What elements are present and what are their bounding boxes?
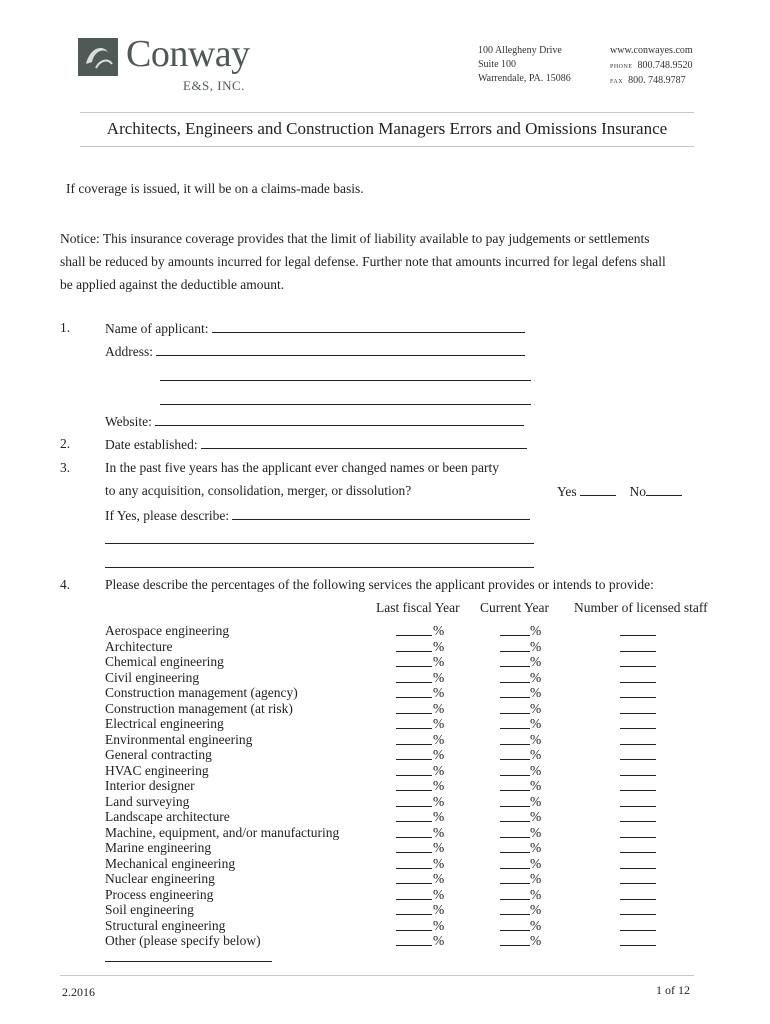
- percent-sign: %: [530, 917, 542, 933]
- table-row: [0, 747, 770, 763]
- current-year-pct-input[interactable]: [500, 778, 530, 791]
- percent-sign: %: [433, 731, 445, 747]
- service-label: Mechanical engineering: [105, 855, 236, 871]
- footer-version: 2.2016: [62, 985, 95, 999]
- question-number: 3.: [60, 460, 71, 475]
- table-row: [0, 825, 770, 841]
- current-year-pct-input[interactable]: [500, 918, 530, 931]
- table-row: [0, 623, 770, 639]
- last-year-pct-input[interactable]: [396, 701, 432, 714]
- table-row: [0, 654, 770, 670]
- service-label: Soil engineering: [105, 902, 194, 917]
- current-year-pct-input[interactable]: [500, 763, 530, 776]
- service-label: Marine engineering: [105, 840, 212, 855]
- address-line: 100 Allegheny Drive: [478, 45, 562, 56]
- describe-label: If Yes, please describe:: [105, 508, 230, 523]
- fax-label: fax: [610, 75, 624, 85]
- col-header-current-year: Current Year: [480, 600, 549, 615]
- col-header-last-year: Last fiscal Year: [376, 600, 460, 615]
- percent-sign: %: [530, 731, 542, 747]
- question-3-line1: In the past five years has the applicant ever changed names or been party: [105, 460, 499, 475]
- company-name: Conway: [126, 33, 250, 75]
- licensed-staff-input[interactable]: [620, 623, 656, 636]
- table-row: [0, 732, 770, 748]
- name-input[interactable]: [212, 320, 525, 333]
- last-year-pct-input[interactable]: [396, 887, 432, 900]
- percent-sign: %: [433, 747, 445, 762]
- phone-line: [610, 58, 693, 73]
- service-label: Nuclear engineering: [105, 871, 215, 886]
- question-3-line2: to any acquisition, consolidation, merger, or dissolution?: [105, 483, 412, 498]
- table-row: [0, 794, 770, 810]
- percent-sign: %: [530, 762, 542, 778]
- licensed-staff-input[interactable]: [620, 933, 656, 946]
- table-row: [0, 763, 770, 779]
- table-row: [0, 639, 770, 655]
- licensed-staff-input[interactable]: [620, 747, 656, 760]
- percent-sign: %: [433, 623, 445, 638]
- last-year-pct-input[interactable]: [396, 902, 432, 915]
- address-line: Warrendale, PA. 15086: [478, 73, 571, 84]
- company-subtitle: E&S, INC.: [183, 78, 245, 93]
- percent-sign: %: [530, 871, 542, 886]
- licensed-staff-input[interactable]: [620, 856, 656, 869]
- licensed-staff-input[interactable]: [620, 809, 656, 822]
- current-year-pct-input[interactable]: [500, 856, 530, 869]
- licensed-staff-input[interactable]: [620, 918, 656, 931]
- percent-sign: %: [530, 669, 542, 685]
- last-year-pct-input[interactable]: [396, 685, 432, 698]
- service-label: Construction management (at risk): [105, 700, 293, 716]
- current-year-pct-input[interactable]: [500, 933, 530, 946]
- question-number: 1.: [60, 320, 71, 335]
- describe-input[interactable]: [232, 507, 530, 520]
- percent-sign: %: [433, 840, 445, 855]
- page-title: Architects, Engineers and Construction Managers Errors and Omissions Insurance: [106, 119, 668, 138]
- licensed-staff-input[interactable]: [620, 778, 656, 791]
- percent-sign: %: [433, 716, 445, 731]
- last-year-pct-input[interactable]: [396, 825, 432, 838]
- licensed-staff-input[interactable]: [620, 670, 656, 683]
- current-year-pct-input[interactable]: [500, 902, 530, 915]
- licensed-staff-input[interactable]: [620, 825, 656, 838]
- fax-number: 800. 748.9787: [628, 75, 686, 86]
- licensed-staff-input[interactable]: [620, 871, 656, 884]
- website-field-row: [105, 413, 524, 430]
- fax-line: [610, 73, 693, 88]
- current-year-pct-input[interactable]: [500, 716, 530, 729]
- percent-sign: %: [530, 933, 542, 948]
- table-row: [0, 871, 770, 887]
- address-label: Address:: [105, 344, 153, 359]
- percent-sign: %: [433, 902, 445, 917]
- question-4-prompt: Please describe the percentages of the following services the applicant provides or intends to provide:: [105, 577, 654, 592]
- percent-sign: %: [433, 669, 445, 685]
- licensed-staff-input[interactable]: [620, 732, 656, 745]
- notice-line: Notice: This insurance coverage provides that the limit of liability available to pay judgements or settlements: [60, 231, 650, 246]
- describe-field-row: [105, 507, 530, 524]
- phone-number: 800.748.9520: [637, 60, 693, 71]
- current-year-pct-input[interactable]: [500, 825, 530, 838]
- last-year-pct-input[interactable]: [396, 732, 432, 745]
- percent-sign: %: [433, 855, 445, 871]
- licensed-staff-input[interactable]: [620, 716, 656, 729]
- licensed-staff-input[interactable]: [620, 763, 656, 776]
- percent-sign: %: [530, 700, 542, 716]
- last-year-pct-input[interactable]: [396, 933, 432, 946]
- date-field-row: [105, 436, 527, 453]
- service-label: Land surveying: [105, 793, 190, 809]
- percent-sign: %: [530, 809, 542, 824]
- service-label: Environmental engineering: [105, 731, 253, 747]
- footer-divider: [60, 975, 694, 976]
- percent-sign: %: [433, 933, 445, 948]
- last-year-pct-input[interactable]: [396, 716, 432, 729]
- licensed-staff-input[interactable]: [620, 654, 656, 667]
- last-year-pct-input[interactable]: [396, 778, 432, 791]
- other-specify-input[interactable]: [105, 951, 272, 962]
- percent-sign: %: [530, 886, 542, 902]
- last-year-pct-input[interactable]: [396, 856, 432, 869]
- percent-sign: %: [433, 917, 445, 933]
- table-row: [0, 778, 770, 794]
- current-year-pct-input[interactable]: [500, 639, 530, 652]
- service-label: Civil engineering: [105, 669, 200, 685]
- last-year-pct-input[interactable]: [396, 747, 432, 760]
- website-label: Website:: [105, 414, 152, 429]
- name-label: Name of applicant:: [105, 321, 209, 336]
- percent-sign: %: [530, 840, 542, 855]
- address-input[interactable]: [156, 343, 525, 356]
- service-label: Landscape architecture: [105, 809, 230, 824]
- question-number: 4.: [60, 577, 71, 592]
- address-line: Suite 100: [478, 59, 517, 70]
- percent-sign: %: [433, 793, 445, 809]
- percent-sign: %: [433, 824, 445, 840]
- current-year-pct-input[interactable]: [500, 623, 530, 636]
- last-year-pct-input[interactable]: [396, 840, 432, 853]
- table-row: [0, 809, 770, 825]
- percent-sign: %: [530, 747, 542, 762]
- percent-sign: %: [433, 762, 445, 778]
- question-number: 2.: [60, 436, 71, 451]
- current-year-pct-input[interactable]: [500, 732, 530, 745]
- percent-sign: %: [530, 685, 542, 700]
- yes-no-row: [557, 483, 682, 500]
- licensed-staff-input[interactable]: [620, 685, 656, 698]
- current-year-pct-input[interactable]: [500, 654, 530, 667]
- current-year-pct-input[interactable]: [500, 747, 530, 760]
- licensed-staff-input[interactable]: [620, 701, 656, 714]
- percent-sign: %: [530, 824, 542, 840]
- service-label: Structural engineering: [105, 917, 226, 933]
- licensed-staff-input[interactable]: [620, 887, 656, 900]
- percent-sign: %: [433, 886, 445, 902]
- yes-label: Yes: [557, 484, 577, 499]
- service-label: Aerospace engineering: [105, 623, 230, 638]
- percent-sign: %: [433, 809, 445, 824]
- last-year-pct-input[interactable]: [396, 670, 432, 683]
- table-row: [0, 701, 770, 717]
- current-year-pct-input[interactable]: [500, 887, 530, 900]
- licensed-staff-input[interactable]: [620, 840, 656, 853]
- table-row: [0, 856, 770, 872]
- notice-line: be applied against the deductible amount.: [60, 277, 285, 292]
- table-row: [0, 887, 770, 903]
- company-logo-mark: [78, 38, 118, 76]
- percent-sign: %: [530, 623, 542, 638]
- service-label: Chemical engineering: [105, 654, 224, 669]
- footer-page-number: 1 of 12: [656, 983, 690, 997]
- last-year-pct-input[interactable]: [396, 763, 432, 776]
- last-year-pct-input[interactable]: [396, 654, 432, 667]
- notice-line: shall be reduced by amounts incurred for legal defense. Further note that amounts incurred for legal defens shall: [60, 254, 666, 269]
- current-year-pct-input[interactable]: [500, 809, 530, 822]
- service-label: General contracting: [105, 747, 212, 762]
- service-label: Machine, equipment, and/or manufacturing: [105, 824, 340, 840]
- percent-sign: %: [433, 654, 445, 669]
- last-year-pct-input[interactable]: [396, 918, 432, 931]
- describe-input-line2[interactable]: [105, 531, 534, 544]
- website-link[interactable]: www.conwayes.com: [610, 45, 693, 56]
- address-input-line2[interactable]: [160, 368, 531, 381]
- table-row: [0, 918, 770, 934]
- last-year-pct-input[interactable]: [396, 639, 432, 652]
- table-row: [0, 840, 770, 856]
- percent-sign: %: [530, 855, 542, 871]
- table-row: [0, 685, 770, 701]
- service-label: Interior designer: [105, 778, 195, 793]
- yes-input[interactable]: [580, 483, 616, 496]
- current-year-pct-input[interactable]: [500, 670, 530, 683]
- percent-sign: %: [530, 902, 542, 917]
- percent-sign: %: [433, 871, 445, 886]
- current-year-pct-input[interactable]: [500, 794, 530, 807]
- current-year-pct-input[interactable]: [500, 871, 530, 884]
- percent-sign: %: [530, 638, 542, 654]
- col-header-licensed-staff: Number of licensed staff: [574, 600, 708, 615]
- table-row: [0, 933, 770, 949]
- percent-sign: %: [530, 654, 542, 669]
- licensed-staff-input[interactable]: [620, 794, 656, 807]
- phone-label: phone: [610, 60, 633, 70]
- percent-sign: %: [530, 716, 542, 731]
- date-input[interactable]: [201, 436, 527, 449]
- address-input-line3[interactable]: [160, 392, 531, 405]
- table-row: [0, 716, 770, 732]
- percent-sign: %: [433, 638, 445, 654]
- company-address: [478, 44, 571, 86]
- address-field-row: [105, 343, 525, 360]
- percent-sign: %: [530, 793, 542, 809]
- service-label: Other (please specify below): [105, 933, 261, 948]
- current-year-pct-input[interactable]: [500, 701, 530, 714]
- last-year-pct-input[interactable]: [396, 794, 432, 807]
- percent-sign: %: [433, 778, 445, 793]
- licensed-staff-input[interactable]: [620, 639, 656, 652]
- current-year-pct-input[interactable]: [500, 840, 530, 853]
- licensed-staff-input[interactable]: [620, 902, 656, 915]
- percent-sign: %: [530, 778, 542, 793]
- service-label: HVAC engineering: [105, 762, 209, 778]
- table-row: [0, 670, 770, 686]
- claims-notice: If coverage is issued, it will be on a claims-made basis.: [66, 181, 364, 196]
- company-contact: [610, 44, 693, 88]
- date-label: Date established:: [105, 437, 198, 452]
- notice-paragraph: [60, 227, 666, 296]
- last-year-pct-input[interactable]: [396, 623, 432, 636]
- divider: [80, 146, 694, 147]
- no-label: No: [629, 484, 647, 499]
- describe-input-line3[interactable]: [105, 555, 534, 568]
- last-year-pct-input[interactable]: [396, 871, 432, 884]
- percent-sign: %: [433, 685, 445, 700]
- percent-sign: %: [433, 700, 445, 716]
- table-row: [0, 902, 770, 918]
- service-label: Process engineering: [105, 886, 214, 902]
- service-label: Construction management (agency): [105, 685, 298, 700]
- website-input[interactable]: [155, 413, 524, 426]
- name-field-row: [105, 320, 525, 337]
- no-input[interactable]: [646, 483, 682, 496]
- last-year-pct-input[interactable]: [396, 809, 432, 822]
- divider: [80, 112, 694, 113]
- service-label: Architecture: [105, 638, 173, 654]
- service-label: Electrical engineering: [105, 716, 224, 731]
- current-year-pct-input[interactable]: [500, 685, 530, 698]
